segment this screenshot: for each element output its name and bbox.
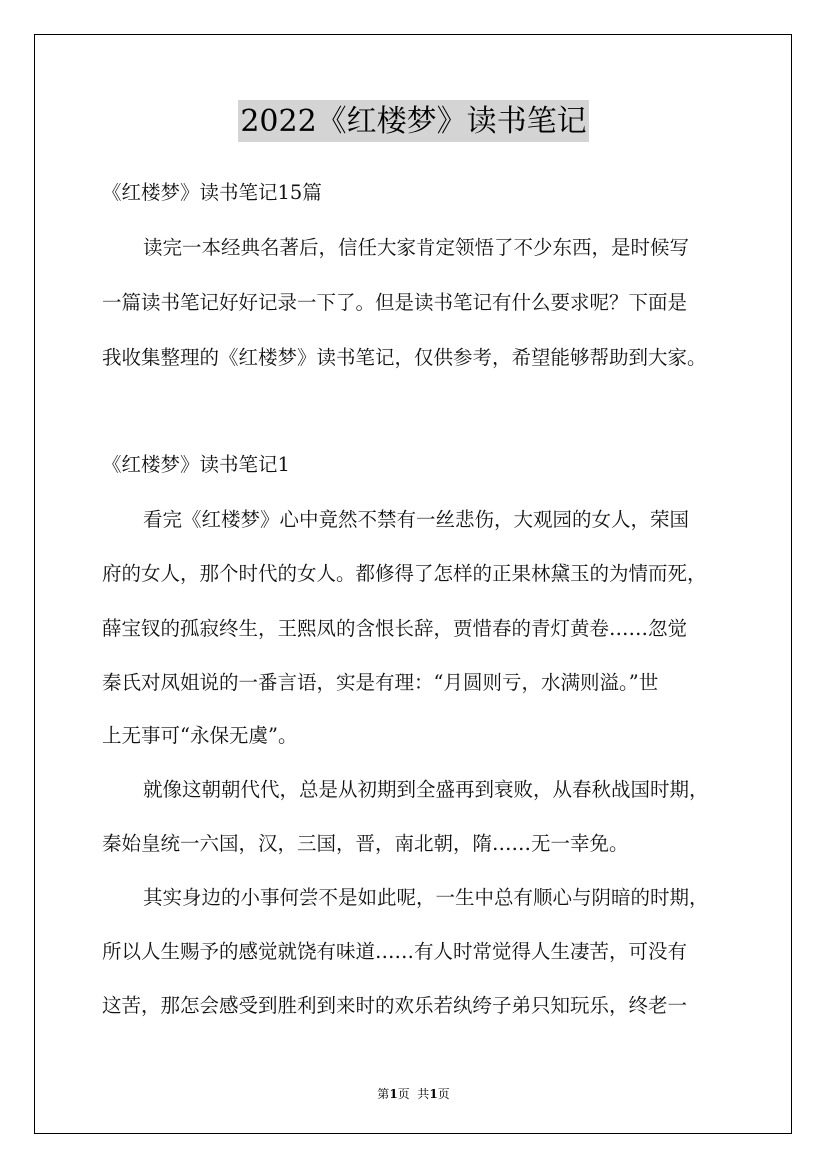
page-mid: 页 共 <box>397 1087 430 1101</box>
intro-line: 读完一本经典名著后，信任大家肯定领悟了不少东西，是时候写 <box>143 236 690 259</box>
subtitle: 《红楼梦》读书笔记15篇 <box>102 181 322 204</box>
body-line: 上无事可“永保无虞”。 <box>102 724 298 747</box>
page-number: 1 <box>389 1087 398 1101</box>
intro-line: 我收集整理的《红楼梦》读书笔记，仅供参考，希望能够帮助到大家。 <box>102 346 707 369</box>
body-line: 秦始皇统一六国，汉，三国，晋，南北朝，隋……无一幸免。 <box>102 832 629 855</box>
body-line: 看完《红楼梦》心中竟然不禁有一丝悲伤，大观园的女人，荣国 <box>143 508 690 531</box>
section-heading: 《红楼梦》读书笔记1 <box>102 453 290 476</box>
total-pages: 1 <box>429 1087 438 1101</box>
title-container <box>0 100 827 142</box>
intro-line: 一篇读书笔记好好记录一下了。但是读书笔记有什么要求呢？下面是 <box>102 291 688 314</box>
body-line: 薛宝钗的孤寂终生，王熙凤的含恨长辞，贾惜春的青灯黄卷……忽觉 <box>102 617 688 640</box>
body-line: 所以人生赐予的感觉就饶有味道……有人时常觉得人生凄苦，可没有 <box>102 940 688 963</box>
body-line: 秦氏对凤姐说的一番言语，实是有理：“月圆则亏，水满则溢。”世 <box>102 671 659 694</box>
body-line: 这苦，那怎会感受到胜利到来时的欢乐若纨绔子弟只知玩乐，终老一 <box>102 994 688 1017</box>
document-title: 2022《红楼梦》读书笔记 <box>238 100 588 142</box>
page-footer <box>0 1085 827 1102</box>
page-prefix: 第 <box>377 1087 390 1101</box>
body-line: 府的女人，那个时代的女人。都修得了怎样的正果林黛玉的为情而死， <box>102 562 707 585</box>
body-line: 其实身边的小事何尝不是如此呢，一生中总有顺心与阴暗的时期， <box>143 886 709 909</box>
body-line: 就像这朝朝代代，总是从初期到全盛再到衰败，从春秋战国时期， <box>143 778 709 801</box>
page-suffix: 页 <box>437 1087 450 1101</box>
